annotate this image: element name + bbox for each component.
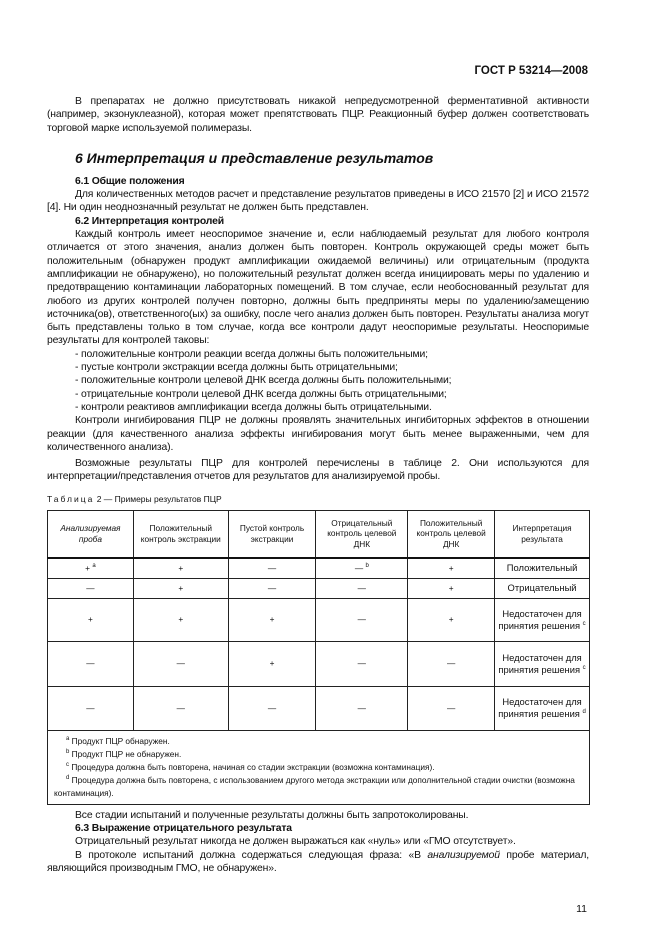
footnote-text: Процедура должна быть повторена, с использованием другого метода экстракции или дополнительной стадии очистки (возможна контаминация).: [54, 774, 575, 798]
footnote-ref: c: [582, 664, 586, 671]
page-number: 11: [576, 903, 587, 916]
subsection-6-2-title: 6.2 Интерпретация контролей: [75, 215, 224, 227]
table-row: [48, 641, 590, 686]
column-header: Отрицательный контроль целевой ДНК: [316, 510, 408, 558]
cell-value: —: [447, 702, 456, 713]
paragraph: Отрицательный результат никогда не должен выражаться как «нуль» или «ГМО отсутствует».: [75, 836, 516, 848]
table-row: [48, 578, 590, 598]
list-item: - отрицательные контроли целевой ДНК всегда должны быть отрицательными;: [75, 388, 447, 400]
table-header-row: [48, 510, 590, 558]
subsection-6-3-title: 6.3 Выражение отрицательного результата: [75, 823, 292, 835]
footnote-ref: d: [582, 709, 586, 716]
footnote: [54, 774, 583, 800]
footnote-text: Процедура должна быть повторена, начиная со стадии экстракции (возможна контаминация).: [71, 761, 435, 772]
cell-value: —: [86, 658, 95, 669]
table-caption: [47, 494, 589, 505]
section-6-1-6-2: [47, 175, 589, 484]
table-row: [48, 598, 590, 641]
results-table: [47, 510, 590, 805]
footnotes-row: [48, 730, 590, 804]
cell-value: —: [267, 582, 277, 593]
footnote-ref: c: [582, 620, 586, 627]
table-cell: [495, 686, 590, 730]
table-cell: [228, 641, 316, 686]
footnote-mark: c: [66, 761, 69, 768]
table-cell: [495, 558, 590, 579]
cell-value: —: [86, 702, 95, 713]
footnote-mark: a: [66, 735, 70, 742]
table-footnotes: [48, 730, 590, 804]
cell-value: +: [269, 658, 275, 669]
table-cell: [495, 578, 590, 598]
paragraph: Контроли ингибирования ПЦР не должны проявлять значительных ингибиторных эффектов в отношении реакции (для качественного анализа эффекты ингибирования могут быть менее выраженными, чем для количественного анализа).: [47, 415, 589, 453]
table-cell: [48, 578, 134, 598]
table-cell: [408, 578, 495, 598]
column-header: Пустой контроль экстракции: [228, 510, 316, 558]
table-row: [48, 558, 590, 579]
column-header: Интерпретация результата: [495, 510, 590, 558]
table-cell: [495, 598, 590, 641]
caption-text: 2 — Примеры результатов ПЦР: [94, 493, 222, 504]
table-cell: [316, 641, 408, 686]
cell-value: +: [448, 614, 454, 625]
text: пробе материал, являющийся производным ГМО, не обнаружен».: [47, 849, 590, 874]
cell-value: +: [448, 582, 454, 593]
table-cell: [316, 578, 408, 598]
cell-value: Недостаточен для принятия решения: [498, 607, 582, 631]
cell-value: —: [357, 702, 366, 713]
emphasis: анализируемой: [427, 849, 500, 861]
column-header: Положительный контроль экстракции: [133, 510, 228, 558]
table-cell: [228, 686, 316, 730]
cell-value: +: [178, 562, 184, 573]
intro-section: [47, 95, 589, 135]
subsection-6-1-title: 6.1 Общие положения: [75, 175, 185, 187]
table-cell: [408, 686, 495, 730]
intro-paragraph: В препаратах не должно присутствовать никакой непредусмотренной ферментативной активности (например, экзонуклеазной), которая может препятствовать ПЦР. Реакционный буфер должен соответствовать торговой марке используемой полимеразы.: [47, 96, 589, 134]
page-body: [47, 95, 589, 915]
cell-value: —: [357, 658, 366, 669]
cell-value: +: [269, 614, 275, 625]
cell-value: —: [267, 562, 277, 573]
cell-value: +: [178, 582, 184, 593]
column-header: Положительный контроль целевой ДНК: [408, 510, 495, 558]
footnote-mark: b: [66, 748, 70, 755]
table-cell: [408, 641, 495, 686]
cell-value: Отрицательный: [507, 582, 577, 594]
list-item: - пустые контроли экстракции всегда должны быть отрицательными;: [75, 362, 398, 374]
footnote-mark: d: [66, 774, 70, 781]
table-cell: [495, 641, 590, 686]
footnote: [54, 735, 583, 748]
cell-value: +: [85, 562, 91, 573]
table-cell: [48, 686, 134, 730]
cell-value: +: [448, 562, 454, 573]
footnote-ref: a: [92, 563, 96, 570]
column-header: Анализируемая проба: [48, 510, 134, 558]
cell-value: —: [267, 702, 277, 713]
footnote-text: Продукт ПЦР обнаружен.: [71, 735, 170, 746]
subsection-6-2-text: Каждый контроль имеет неоспоримое значение и, если наблюдаемый результат для любого контроля отличается от этого значения, анализ должен быть повторен. Контроль окружающей среды может быть положительным (обнаружен продукт амплификации ожидаемой величины) или отрицательным (продукта амплификации не обнаружено), но положительный результат должен всегда инициировать меры по удалению и предотвращению контаминации лабораторных помещений. В том случае, если необоснованный результат для любого из других контролей получен повторно, должны быть предприняты меры по удалению/замещению источника(ов), ответственного(ых) за ошибку, после чего анализ должен быть повторен. Результаты анализа могут быть представлены только в том случае, когда все контроли дадут неоспоримые результаты. Неоспоримые результаты для контролей таковы:: [47, 229, 589, 347]
table-cell: [316, 558, 408, 579]
section-heading: 6 Интерпретация и представление результатов: [75, 149, 434, 166]
section-6-3: [47, 809, 589, 875]
cell-value: —: [357, 614, 366, 625]
table-cell: [133, 641, 228, 686]
document-header: ГОСТ Р 53214—2008: [474, 65, 588, 77]
footnote: [54, 761, 583, 774]
table-cell: [316, 686, 408, 730]
paragraph: Все стадии испытаний и полученные результаты должны быть запротоколированы.: [75, 809, 469, 821]
table-cell: [48, 558, 134, 579]
table-cell: [133, 686, 228, 730]
cell-value: —: [86, 582, 95, 593]
cell-value: Недостаточен для принятия решения: [498, 651, 582, 675]
table-row: [48, 686, 590, 730]
cell-value: Положительный: [506, 562, 578, 574]
table-cell: [48, 641, 134, 686]
footnote: [54, 748, 583, 761]
caption-label: Таблица: [47, 493, 95, 504]
footnote-ref: b: [365, 563, 369, 570]
list-item: - положительные контроли реакции всегда должны быть положительными;: [75, 348, 428, 360]
list-item: - контроли реактивов амплификации всегда должны быть отрицательными.: [75, 401, 432, 413]
table-cell: [133, 558, 228, 579]
paragraph: [47, 849, 589, 876]
table-cell: [228, 558, 316, 579]
cell-value: —: [176, 658, 185, 669]
table-cell: [316, 598, 408, 641]
cell-value: —: [357, 582, 366, 593]
subsection-6-1-text: Для количественных методов расчет и представление результатов приведены в ИСО 21570 [2] и ИСО 21572 [4]. Ни один неоднозначный результат не должен быть представлен.: [47, 189, 589, 214]
table-cell: [228, 578, 316, 598]
table-cell: [133, 598, 228, 641]
cell-value: +: [178, 614, 184, 625]
cell-value: +: [88, 614, 93, 625]
table-cell: [408, 598, 495, 641]
table-cell: [228, 598, 316, 641]
cell-value: —: [176, 702, 185, 713]
cell-value: —: [447, 658, 456, 669]
footnote-text: Продукт ПЦР не обнаружен.: [71, 748, 182, 759]
text: В протоколе испытаний должна содержаться следующая фраза: «В: [75, 849, 428, 861]
list-item: - положительные контроли целевой ДНК всегда должны быть положительными;: [75, 375, 452, 387]
cell-value: Недостаточен для принятия решения: [498, 696, 582, 720]
table-cell: [133, 578, 228, 598]
table-cell: [408, 558, 495, 579]
cell-value: —: [354, 562, 364, 573]
table-cell: [48, 598, 134, 641]
paragraph: Возможные результаты ПЦР для контролей перечислены в таблице 2. Они используются для интерпретации/представления отчетов для результатов для анализируемой пробы.: [47, 458, 589, 483]
